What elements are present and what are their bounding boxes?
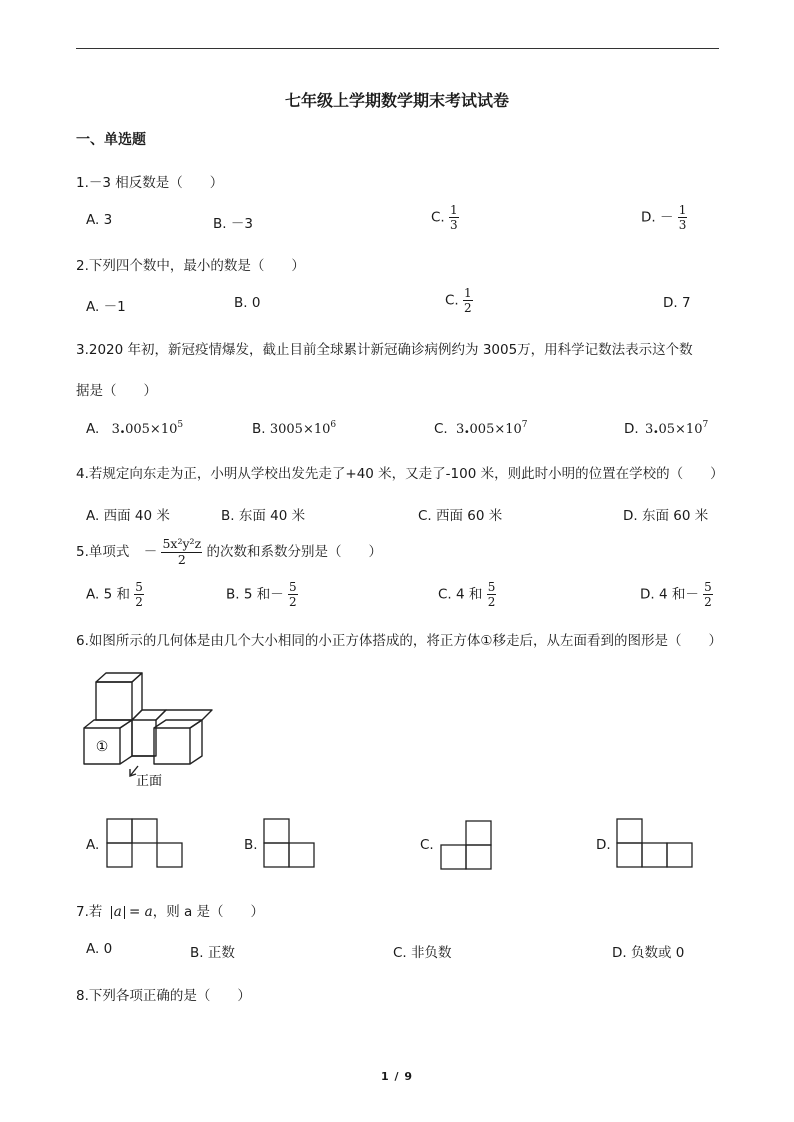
q5-monomial-numerator: 5x²y²z xyxy=(162,536,202,551)
q7-absolute-value: a xyxy=(111,906,125,919)
q5-option-d-label: D. 4 和－ xyxy=(640,586,699,603)
q4-option-b: B. 东面 40 米 xyxy=(221,508,306,524)
q3-a-exponent: 5 xyxy=(177,420,184,430)
q6-option-b-label: B. xyxy=(244,837,258,853)
q1-option-a: A. 3 xyxy=(86,212,113,228)
q6-option-c-label: C. xyxy=(420,837,434,853)
q2-option-b: B. 0 xyxy=(234,295,261,311)
q2-c-denominator: 2 xyxy=(464,301,472,315)
q7-option-a: A. 0 xyxy=(86,941,113,957)
question-5-stem xyxy=(76,538,382,566)
top-cube-side-face xyxy=(132,673,142,720)
q5-option-c xyxy=(438,581,496,608)
header-rule xyxy=(76,48,719,49)
q1-c-numerator: 1 xyxy=(450,203,458,217)
q6-option-b-figure xyxy=(263,818,317,870)
cube-one-label: ① xyxy=(95,739,109,755)
middle-cube-face xyxy=(132,720,156,756)
question-3-stem-line1: 3.2020 年初，新冠疫情爆发，截止目前全球累计新冠确诊病例约为 3005万，用科学记数法表示这个数 xyxy=(76,342,693,358)
q3-option-b-label: B. xyxy=(252,421,266,437)
q6-option-d-figure xyxy=(616,818,696,870)
q3-option-a: A. $3.005\times 10^5$ xyxy=(86,419,184,437)
q5-b-denominator: 2 xyxy=(289,595,297,609)
q5-c-denominator: 2 xyxy=(487,595,496,609)
question-3-stem-line2: 据是（ ） xyxy=(76,383,157,399)
q3-b-value: 3005×10 xyxy=(269,422,331,437)
page-number: 1 / 9 xyxy=(381,1070,413,1083)
q1-d-denominator: 3 xyxy=(678,218,687,232)
q1-option-c xyxy=(431,204,459,231)
q1-option-c-label: C. xyxy=(431,209,445,226)
q3-option-a-label: A. xyxy=(86,421,100,437)
q3-b-exponent: 6 xyxy=(330,420,337,430)
q5-a-denominator: 2 xyxy=(135,595,143,609)
q4-option-a: A. 西面 40 米 xyxy=(86,508,170,524)
front-view-label: 正面 xyxy=(136,774,163,789)
q5-option-c-label: C. 4 和 xyxy=(438,586,483,603)
q3-a-int: 3 xyxy=(111,422,120,437)
page-title: 七年级上学期数学期末考试试卷 xyxy=(284,91,509,110)
top-cube-top-face xyxy=(96,673,142,682)
q5-d-denominator: 2 xyxy=(704,595,712,609)
q7-option-b: B. 正数 xyxy=(190,945,235,961)
question-8-stem: 8.下列各项正确的是（ ） xyxy=(76,988,251,1004)
q2-c-numerator: 1 xyxy=(464,286,472,300)
q2-option-a: A. －1 xyxy=(86,299,126,315)
right-top-face xyxy=(156,710,212,720)
q5-option-a-label: A. 5 和 xyxy=(86,586,130,603)
q5-minus: － xyxy=(143,544,158,560)
q7-prefix: 7.若 xyxy=(76,904,103,920)
q5-d-numerator: 5 xyxy=(704,580,712,594)
q5-option-b xyxy=(226,581,298,608)
q7-equation: = a xyxy=(129,904,153,920)
q5-suffix: 的次数和系数分别是（ ） xyxy=(206,544,382,560)
q5-c-numerator: 5 xyxy=(487,580,496,594)
q3-option-c-label: C. xyxy=(434,421,448,437)
q3-option-c: C. $3.005\times 10^7$ xyxy=(434,419,528,437)
q3-option-d-label: D. xyxy=(624,421,639,437)
q1-c-denominator: 3 xyxy=(450,218,458,232)
q7-option-c: C. 非负数 xyxy=(393,945,452,961)
q5-prefix: 5.单项式 xyxy=(76,544,130,560)
q6-option-a-figure xyxy=(106,818,184,870)
question-7-stem xyxy=(76,900,264,920)
question-4-stem: 4.若规定向东走为正，小明从学校出发先走了+40 米，又走了-100 米，则此时小明的位置在学校的（ ） xyxy=(76,466,724,482)
q3-d-int: 3 xyxy=(644,422,654,437)
right-cube-side-face xyxy=(190,720,202,764)
question-2-stem: 2.下列四个数中，最小的数是（ ） xyxy=(76,258,305,274)
q1-option-d xyxy=(641,204,687,231)
q5-monomial-denominator: 2 xyxy=(177,551,186,567)
q5-option-d xyxy=(640,581,713,608)
right-cube-front-face xyxy=(154,728,190,764)
question-6-stem: 6.如图所示的几何体是由几个大小相同的小正方体搭成的，将正方体①移走后，从左面看到的图形是（ ） xyxy=(76,633,722,649)
q5-b-numerator: 5 xyxy=(289,580,297,594)
q1-d-numerator: 1 xyxy=(678,203,687,217)
q3-d-exponent: 7 xyxy=(702,420,709,430)
q3-option-b xyxy=(252,420,336,437)
q2-option-c xyxy=(445,287,473,314)
section-heading: 一、单选题 xyxy=(76,132,146,148)
q1-option-b: B. －3 xyxy=(213,216,253,232)
q3-a-rest: 005×10 xyxy=(125,422,178,437)
cube-figure xyxy=(76,670,226,792)
question-1-stem: 1.－3 相反数是（ ） xyxy=(76,175,224,191)
q6-option-a-label: A. xyxy=(86,837,100,853)
q2-option-c-label: C. xyxy=(445,292,459,309)
q6-option-c-figure xyxy=(440,820,494,872)
q3-option-d: D. $3.05\times 10^7$ xyxy=(624,419,709,437)
q5-option-a xyxy=(86,581,144,608)
q2-option-d: D. 7 xyxy=(663,295,691,311)
top-cube-front-face xyxy=(96,682,132,720)
q5-a-numerator: 5 xyxy=(135,580,143,594)
q7-option-d: D. 负数或 0 xyxy=(612,945,685,961)
q3-d-rest: 05×10 xyxy=(658,422,703,437)
q5-option-b-label: B. 5 和－ xyxy=(226,586,284,603)
q1-option-d-label: D. － xyxy=(641,209,674,226)
cube-one-side-face xyxy=(120,720,132,764)
q3-c-rest: 005×10 xyxy=(469,422,522,437)
q7-suffix: ，则 a 是（ ） xyxy=(152,904,265,920)
q6-option-d-label: D. xyxy=(596,837,611,853)
q3-c-exponent: 7 xyxy=(521,420,528,430)
q4-option-d: D. 东面 60 米 xyxy=(623,508,709,524)
q4-option-c: C. 西面 60 米 xyxy=(418,508,503,524)
q3-c-int: 3 xyxy=(456,422,465,437)
